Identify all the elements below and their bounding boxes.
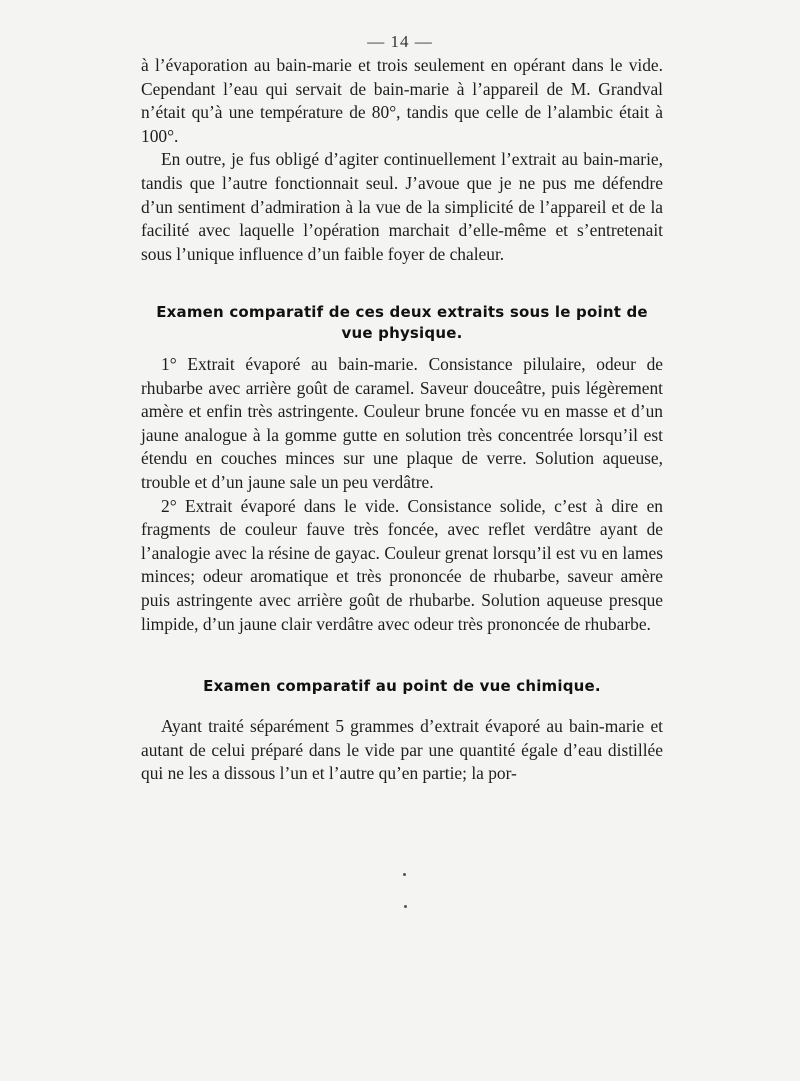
paragraph: En outre, je fus obligé d’agiter continuellement l’extrait au bain-marie, tandis que l’autre fonctionnait seul. J’avoue que je ne pus me défendre d’un sentiment d’admiration à la vue de la simplicité de l’appareil et de la facilité avec laquelle l’opération marchait d’elle-même et s’entretenait sous l’unique influence d’un faible foyer de chaleur. [141, 149, 663, 264]
section-heading-physique: Examen comparatif de ces deux extraits sous le point de vue physique. [156, 303, 648, 342]
ink-speck [403, 873, 406, 876]
page-number: — 14 — [367, 32, 433, 51]
paragraph: Ayant traité séparément 5 grammes d’extrait évaporé au bain-marie et autant de celui préparé dans le vide par une quantité égale d’eau distillée qui ne les a dissous l’un et l’autre qu’en partie; la por- [141, 716, 663, 784]
section-heading-chimique: Examen comparatif au point de vue chimique. [203, 677, 601, 695]
paragraph: 2° Extrait évaporé dans le vide. Consistance solide, c’est à dire en fragments de couleur fauve très foncée, avec reflet verdâtre ayant de l’analogie avec la résine de gayac. Couleur grenat lorsqu’il est vu en lames minces; odeur aromatique et très prononcée de rhubarbe, saveur amère puis astringente avec arrière goût de rhubarbe. Solution aqueuse presque limpide, d’un jaune clair verdâtre avec odeur très prononcée de rhubarbe. [141, 495, 663, 634]
physique-section [141, 353, 663, 636]
intro-section [141, 54, 663, 266]
ink-speck [404, 905, 407, 908]
paragraph: 1° Extrait évaporé au bain-marie. Consistance pilulaire, odeur de rhubarbe avec arrière goût de caramel. Saveur douceâtre, puis légèrement amère et enfin très astringente. Couleur brune foncée vu en masse et d’un jaune analogue à la gomme gutte en solution très concentrée lorsqu’il est étendu en couches minces sur une plaque de verre. Solution aqueuse, trouble et d’un jaune sale un peu verdâtre. [141, 354, 663, 492]
paragraph: à l’évaporation au bain-marie et trois seulement en opérant dans le vide. Cependant l’eau qui servait de bain-marie à l’appareil de M. Grandval n’était qu’à une température de 80°, tandis que celle de l’alambic était à 100°. [141, 55, 663, 146]
chimique-section [141, 715, 663, 786]
